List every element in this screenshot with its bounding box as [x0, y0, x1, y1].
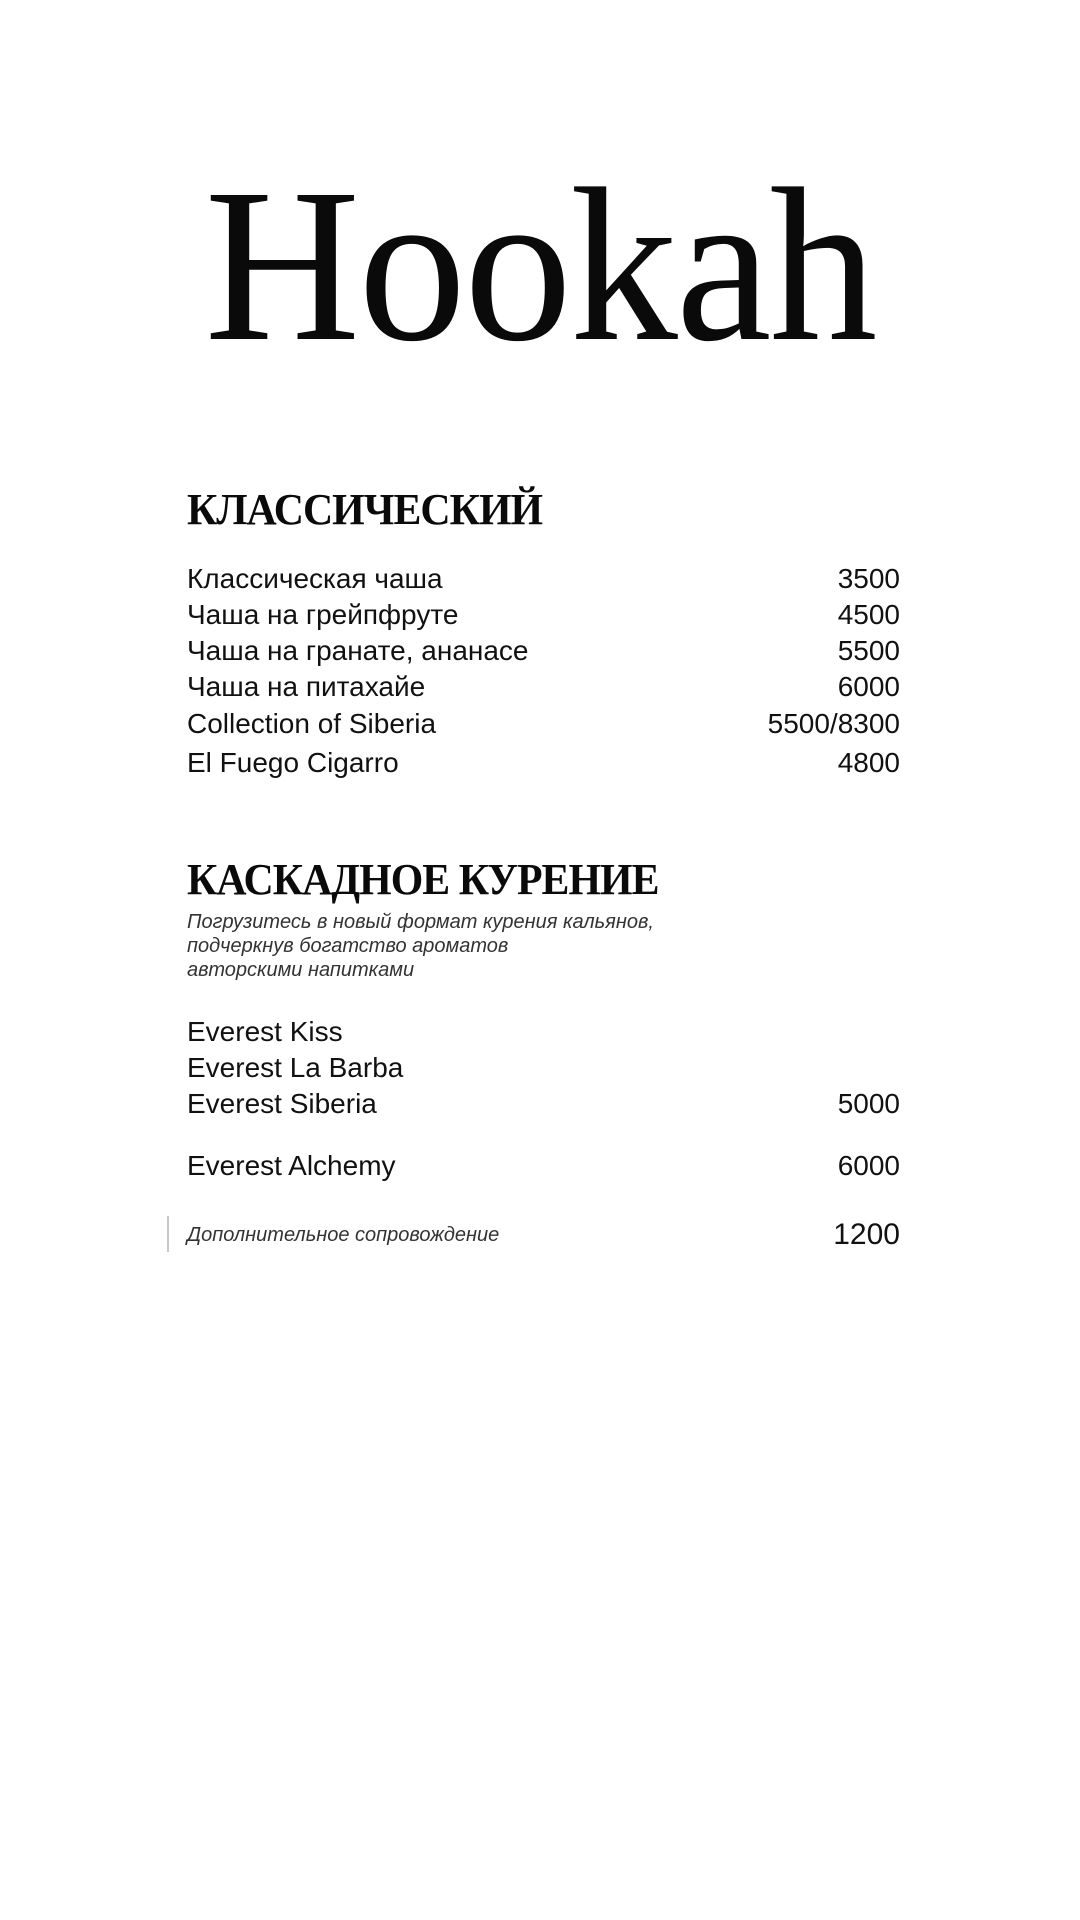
menu-item-price: 3500	[837, 563, 900, 594]
menu-item-price: 6000	[837, 671, 900, 702]
menu-item-name: Collection of Siberia	[187, 708, 437, 739]
menu-item-name: Классическая чаша	[187, 563, 443, 594]
menu-item	[187, 1014, 900, 1050]
menu-item	[187, 597, 900, 633]
menu-item-name: Чаша на грейпфруте	[187, 599, 459, 630]
menu-item-price: 1200	[833, 1218, 900, 1251]
menu-item-price: 6000	[837, 1150, 900, 1181]
menu-item	[187, 1086, 900, 1122]
menu-item-extra	[187, 1217, 900, 1253]
menu-item-name: El Fuego Cigarro	[187, 747, 399, 778]
menu-item-name: Everest Siberia	[187, 1088, 377, 1119]
menu-item-name: Чаша на гранате, ананасе	[187, 635, 529, 666]
menu-item-price: 5500/8300	[767, 708, 900, 739]
menu-item	[187, 633, 900, 669]
menu-item	[187, 669, 900, 705]
description-line: Погрузитесь в новый формат курения кальянов,	[187, 911, 654, 933]
menu-item-name: Everest La Barba	[187, 1052, 404, 1083]
section-title-classic: КЛАССИЧЕСКИЙ	[187, 485, 543, 534]
menu-item-name: Everest Kiss	[187, 1016, 343, 1047]
menu-item	[187, 706, 900, 742]
page-title: Hookah	[204, 143, 876, 387]
menu-item-name: Дополнительное сопровождение	[187, 1223, 500, 1246]
section-description	[187, 910, 654, 982]
menu-item-price: 4500	[837, 599, 900, 630]
menu-item-price: 5500	[837, 635, 900, 666]
menu-item-name: Everest Alchemy	[187, 1150, 396, 1181]
menu-item-name: Чаша на питахайе	[187, 671, 426, 702]
description-line: подчеркнув богатство ароматов	[187, 935, 509, 957]
menu-item	[187, 1148, 900, 1184]
menu-item-price: 5000	[837, 1088, 900, 1119]
menu-item	[187, 1050, 900, 1086]
menu-item	[187, 561, 900, 597]
description-line: авторскими напитками	[187, 959, 415, 981]
menu-item-price: 4800	[837, 747, 900, 778]
menu-item	[187, 745, 900, 781]
accent-bar	[167, 1216, 169, 1252]
section-title-cascade: КАСКАДНОЕ КУРЕНИЕ	[187, 855, 659, 904]
